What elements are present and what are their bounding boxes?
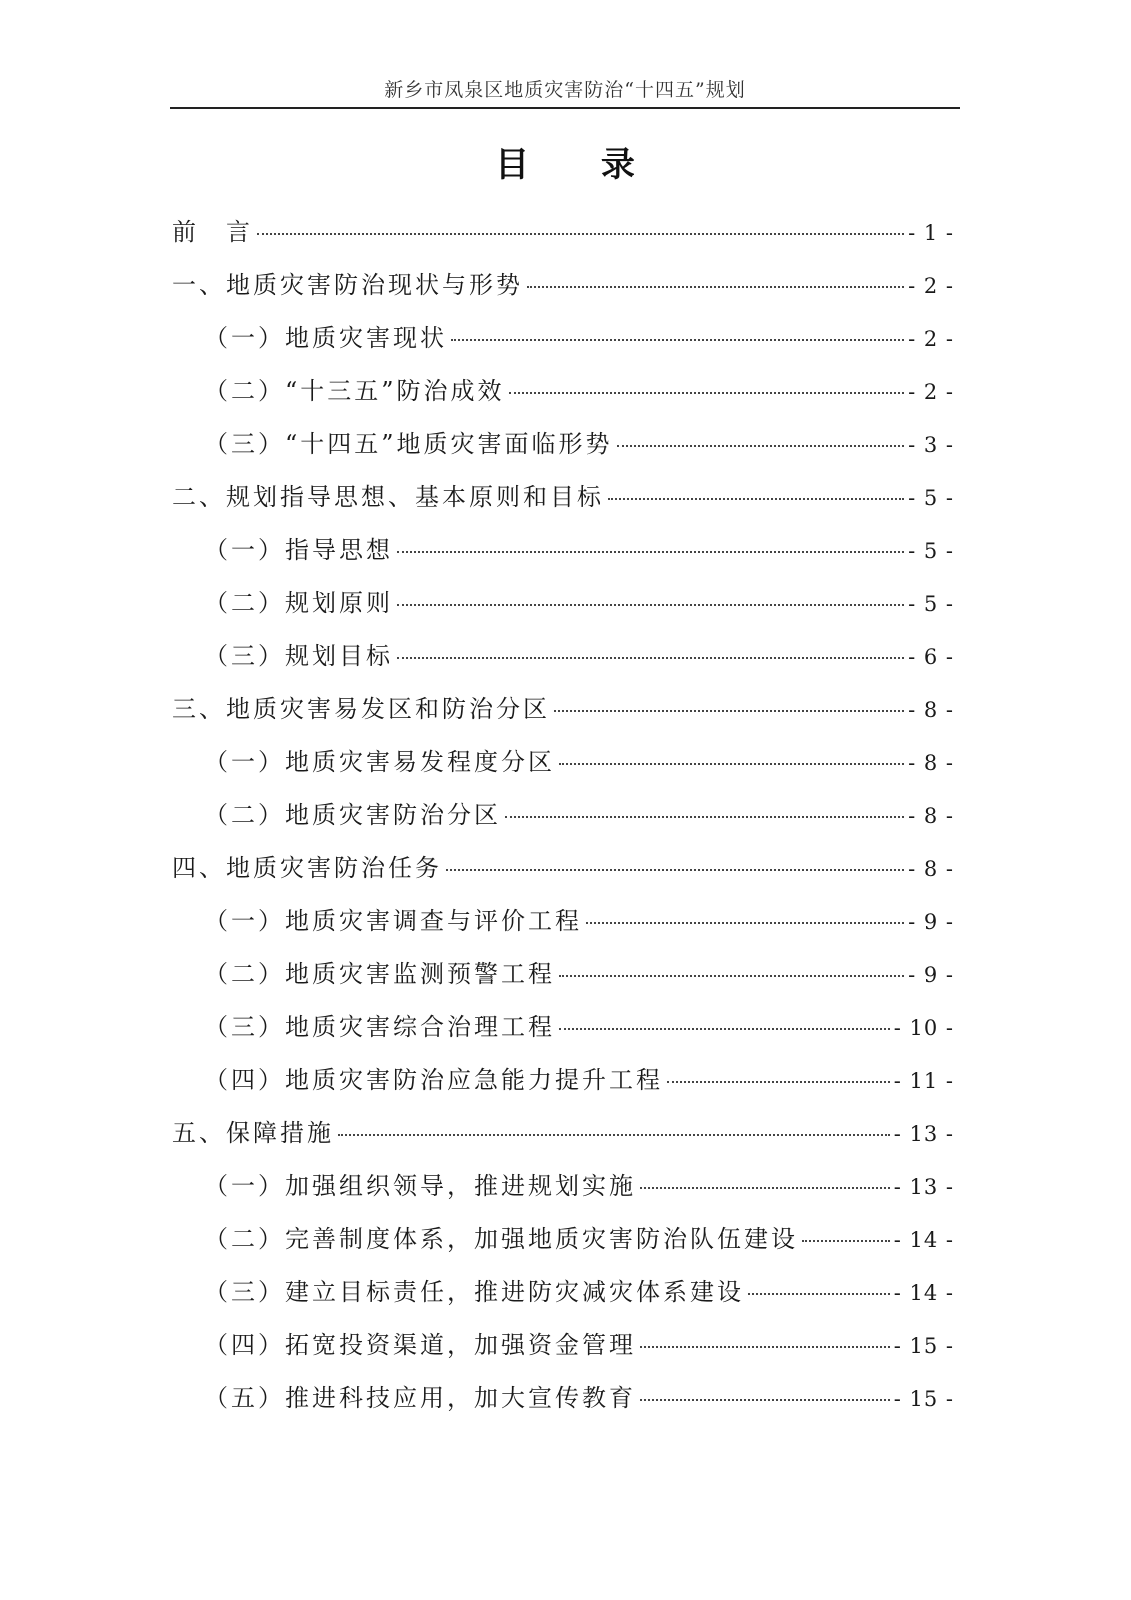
toc-entry[interactable] [172, 895, 962, 948]
toc-leader-dots [640, 1346, 890, 1348]
toc-leader-dots [640, 1187, 890, 1189]
toc-entry-page-number: - 8 - [908, 804, 954, 828]
toc-leader-dots [397, 551, 904, 553]
toc-entry[interactable] [172, 418, 962, 471]
toc-entry-page-number: - 5 - [908, 592, 954, 616]
toc-entry-page-number: - 13 - [893, 1122, 954, 1146]
toc-entry-page-number: - 15 - [893, 1334, 954, 1358]
toc-leader-dots [748, 1293, 890, 1295]
toc-entry-label: （四）地质灾害防治应急能力提升工程 [204, 1066, 663, 1094]
toc-entry-page-number: - 8 - [908, 698, 954, 722]
toc-entry-label: 四、地质灾害防治任务 [172, 854, 442, 882]
toc-entry-page-number: - 9 - [908, 910, 954, 934]
toc-entry-label: （二）完善制度体系，加强地质灾害防治队伍建设 [204, 1225, 798, 1253]
toc-leader-dots [397, 604, 904, 606]
toc-leader-dots [640, 1399, 890, 1401]
toc-leader-dots [257, 233, 904, 235]
toc-entry[interactable] [172, 630, 962, 683]
toc-entry[interactable] [172, 842, 962, 895]
running-header: 新乡市凤泉区地质灾害防治“十四五”规划 [384, 79, 746, 101]
toc-entry[interactable] [172, 683, 962, 736]
toc-entry-label: （二）地质灾害防治分区 [204, 801, 501, 829]
toc-leader-dots [527, 286, 904, 288]
toc-entry[interactable] [172, 312, 962, 365]
toc-entry-label: （二）规划原则 [204, 589, 393, 617]
toc-entry-label: （二）“十三五”防治成效 [204, 377, 505, 405]
toc-entry[interactable] [172, 1160, 962, 1213]
toc-entry-label: （一）地质灾害调查与评价工程 [204, 907, 582, 935]
toc-entry[interactable] [172, 471, 962, 524]
toc-entry-label: （一）地质灾害现状 [204, 324, 447, 352]
toc-entry-label: 三、地质灾害易发区和防治分区 [172, 695, 550, 723]
toc-entry[interactable] [172, 259, 962, 312]
toc-entry-page-number: - 13 - [893, 1175, 954, 1199]
toc-entry[interactable] [172, 365, 962, 418]
toc-entry-label: （一）加强组织领导，推进规划实施 [204, 1172, 636, 1200]
toc-entry-label: （三）“十四五”地质灾害面临形势 [204, 430, 613, 458]
toc-entry-page-number: - 11 - [893, 1069, 954, 1093]
toc-leader-dots [559, 975, 904, 977]
toc-entry-label: （一）指导思想 [204, 536, 393, 564]
toc-entry-label: 前 言 [172, 218, 253, 246]
toc-leader-dots [397, 657, 904, 659]
toc-entry-page-number: - 8 - [908, 857, 954, 881]
toc-entry-page-number: - 6 - [908, 645, 954, 669]
toc-entry[interactable] [172, 1213, 962, 1266]
toc-entry-page-number: - 2 - [908, 327, 954, 351]
toc-leader-dots [608, 498, 904, 500]
toc-entry-page-number: - 14 - [893, 1228, 954, 1252]
toc-entry[interactable] [172, 1107, 962, 1160]
toc-entry[interactable] [172, 789, 962, 842]
toc-entry-page-number: - 5 - [908, 539, 954, 563]
toc-entry-page-number: - 9 - [908, 963, 954, 987]
toc-entry-label: （四）拓宽投资渠道，加强资金管理 [204, 1331, 636, 1359]
toc-entry[interactable] [172, 1054, 962, 1107]
toc-leader-dots [451, 339, 904, 341]
toc-entry-page-number: - 1 - [908, 221, 954, 245]
toc-entry-label: （三）规划目标 [204, 642, 393, 670]
toc-leader-dots [802, 1240, 890, 1242]
toc-leader-dots [554, 710, 904, 712]
toc-entry[interactable] [172, 1319, 962, 1372]
toc-leader-dots [509, 392, 905, 394]
toc-entry[interactable] [172, 736, 962, 789]
toc-entry[interactable] [172, 1372, 962, 1425]
toc-entry-page-number: - 8 - [908, 751, 954, 775]
toc-entry[interactable] [172, 206, 962, 259]
toc-entry-label: 五、保障措施 [172, 1119, 334, 1147]
toc-entry-label: （三）建立目标责任，推进防灾减灾体系建设 [204, 1278, 744, 1306]
toc-entry[interactable] [172, 524, 962, 577]
toc-entry[interactable] [172, 1001, 962, 1054]
toc-leader-dots [559, 763, 904, 765]
toc-entry-label: （一）地质灾害易发程度分区 [204, 748, 555, 776]
toc-leader-dots [446, 869, 904, 871]
toc-entry[interactable] [172, 577, 962, 630]
toc-entry[interactable] [172, 948, 962, 1001]
toc-leader-dots [667, 1081, 890, 1083]
toc-leader-dots [586, 922, 904, 924]
toc-entry-page-number: - 2 - [908, 380, 954, 404]
header-divider [170, 107, 960, 109]
toc-entry-page-number: - 10 - [893, 1016, 954, 1040]
toc-entry-page-number: - 3 - [908, 433, 954, 457]
toc-leader-dots [505, 816, 904, 818]
toc-title: 目 录 [495, 145, 665, 185]
toc-leader-dots [617, 445, 905, 447]
toc-entry-label: （三）地质灾害综合治理工程 [204, 1013, 555, 1041]
table-of-contents [172, 206, 962, 1425]
toc-entry-page-number: - 15 - [893, 1387, 954, 1411]
toc-entry-page-number: - 14 - [893, 1281, 954, 1305]
toc-entry-page-number: - 2 - [908, 274, 954, 298]
toc-leader-dots [338, 1134, 890, 1136]
toc-leader-dots [559, 1028, 890, 1030]
toc-entry-page-number: - 5 - [908, 486, 954, 510]
toc-entry-label: （二）地质灾害监测预警工程 [204, 960, 555, 988]
toc-entry-label: （五）推进科技应用，加大宣传教育 [204, 1384, 636, 1412]
toc-entry-label: 二、规划指导思想、基本原则和目标 [172, 483, 604, 511]
toc-entry-label: 一、地质灾害防治现状与形势 [172, 271, 523, 299]
toc-entry[interactable] [172, 1266, 962, 1319]
